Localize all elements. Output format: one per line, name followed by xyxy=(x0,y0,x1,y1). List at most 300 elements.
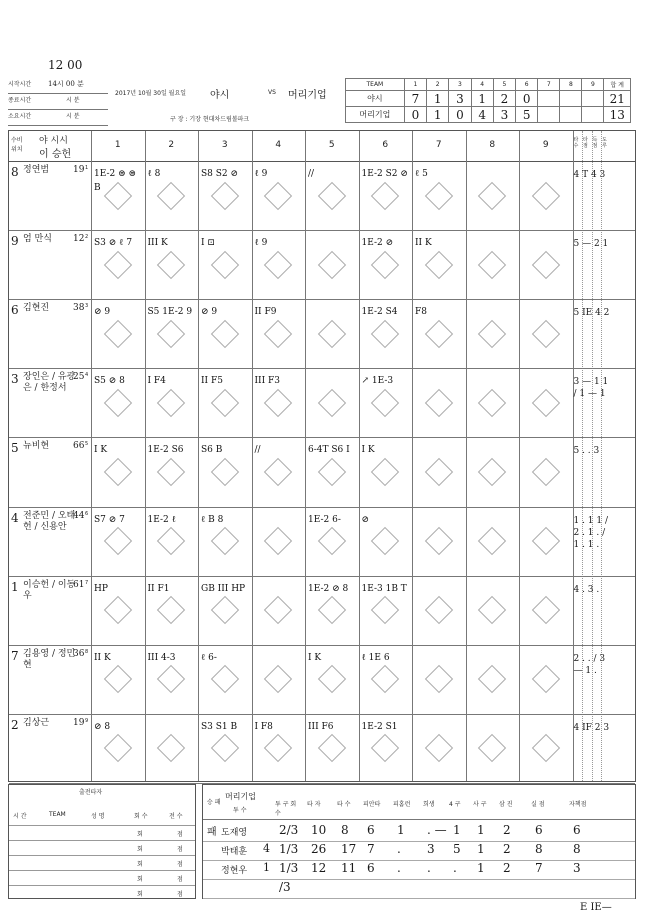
base-diamond xyxy=(371,250,399,278)
score-team: 야시 xyxy=(346,91,405,107)
base-diamond xyxy=(478,389,506,417)
base-diamond xyxy=(425,250,453,278)
at-bat-notation: I ⊡ xyxy=(201,238,215,249)
score-cell xyxy=(538,91,560,107)
base-diamond xyxy=(104,665,132,693)
stat-column-header: 타수 xyxy=(573,137,579,149)
base-diamond xyxy=(318,596,346,624)
pitch-stat: 2 xyxy=(503,823,511,837)
pitch-stat: . xyxy=(397,842,401,856)
player-row xyxy=(9,507,635,576)
at-bat-notation: 1E-2 ⊘ 8 xyxy=(308,583,349,594)
inning-column-header: 5 xyxy=(328,140,335,150)
at-bat-notation: ↗ 1E-3 xyxy=(361,376,394,387)
base-diamond xyxy=(264,596,292,624)
at-bat-notation: // xyxy=(308,169,315,179)
player-stats: 5 — 2 1 xyxy=(573,239,609,250)
inning-column-header: 6 xyxy=(382,140,389,150)
player-name: 장인은 / 유광은 / 한정서 xyxy=(23,372,76,394)
base-diamond xyxy=(532,527,560,555)
pitch-stat: 10 xyxy=(311,823,327,837)
base-diamond xyxy=(157,250,185,278)
team-name: 야 시시 xyxy=(39,136,68,146)
batting-order: 8 xyxy=(85,648,89,655)
score-cell: 0 xyxy=(516,91,538,107)
at-bat-notation: 1E-2 S6 xyxy=(147,445,184,456)
time-value-end: 시 분 xyxy=(66,97,80,104)
pitch-header: 실 점 xyxy=(531,801,545,808)
score-cell: 0 xyxy=(404,107,426,123)
stat-column-header: 도루 xyxy=(602,137,607,149)
base-diamond xyxy=(264,389,292,417)
base-diamond xyxy=(318,527,346,555)
time-block xyxy=(8,76,108,124)
player-position: 7 xyxy=(11,648,19,663)
scoring-sheet xyxy=(8,130,636,782)
sub-header: 회 수 xyxy=(134,813,148,820)
sub-inning: 회 xyxy=(137,891,143,898)
base-diamond xyxy=(264,181,292,209)
player-position: 2 xyxy=(11,717,19,732)
pitcher-number: 4 xyxy=(263,842,270,855)
at-bat-notation: ⊘ 8 xyxy=(94,721,111,732)
base-diamond xyxy=(425,458,453,486)
at-bat-notation: 1E-2 6- xyxy=(308,514,341,525)
pitch-stat: 6 xyxy=(367,823,375,837)
pitch-stat: 26 xyxy=(311,842,327,856)
score-total: 13 xyxy=(604,107,631,123)
at-bat-notation: S3 S1 B xyxy=(201,721,238,732)
base-diamond xyxy=(425,596,453,624)
score-cell xyxy=(582,91,604,107)
batting-order: 5 xyxy=(85,441,89,448)
pitch-stat: 2 xyxy=(503,861,511,875)
player-row xyxy=(9,161,635,230)
at-bat-notation: S3 ⊘ ℓ 7 xyxy=(94,238,133,249)
venue: 구 장 : 기장 현대차드림볼파크 xyxy=(170,116,250,123)
base-diamond xyxy=(425,734,453,762)
base-diamond xyxy=(425,181,453,209)
score-cell xyxy=(582,107,604,123)
pitch-stat: 11 xyxy=(341,861,357,875)
base-diamond xyxy=(157,527,185,555)
substitutes-title: 출전타자 xyxy=(79,789,103,796)
inning-header: 7 xyxy=(538,79,560,91)
base-diamond xyxy=(264,458,292,486)
pitch-header: 투 구 회 수 xyxy=(275,801,297,817)
inning-header: 1 xyxy=(404,79,426,91)
batting-order: 9 xyxy=(85,717,89,724)
at-bat-notation: ℓ 9 xyxy=(254,238,268,249)
base-diamond xyxy=(532,596,560,624)
score-cell: 3 xyxy=(493,107,515,123)
base-diamond xyxy=(157,596,185,624)
at-bat-notation: II K xyxy=(94,652,111,663)
at-bat-notation: 1E-2 ⊘ xyxy=(361,238,394,249)
pitch-stat: 8 xyxy=(573,842,581,856)
sub-score: 점 xyxy=(177,846,183,853)
base-diamond xyxy=(425,320,453,348)
base-diamond xyxy=(478,527,506,555)
score-cell: 5 xyxy=(516,107,538,123)
inning-header: 5 xyxy=(493,79,515,91)
at-bat-notation: II K xyxy=(415,238,432,249)
base-diamond xyxy=(371,734,399,762)
player-row xyxy=(9,576,635,645)
at-bat-notation: ℓ B 8 xyxy=(201,514,224,525)
player-number: 19 xyxy=(73,717,85,728)
batting-order: 2 xyxy=(85,234,89,241)
base-diamond xyxy=(211,389,239,417)
pitch-stat: 7 xyxy=(535,861,543,875)
pitch-decision: 패 xyxy=(207,827,217,838)
stat-column-header: 타점 xyxy=(583,137,588,149)
score-cell xyxy=(560,91,582,107)
player-stats: 3 — 1 1 / 1 — 1 xyxy=(573,377,609,400)
base-diamond xyxy=(532,458,560,486)
at-bat-notation: 1E-2 ⊜ ⊜ B xyxy=(94,169,137,193)
pitch-header: 희생 xyxy=(423,801,435,808)
at-bat-notation: III K xyxy=(147,238,168,249)
player-name: 김용영 / 정민현 xyxy=(23,648,76,670)
pitch-stat: 1 xyxy=(477,842,485,856)
player-stats: 2 . . / 3 — 1 . xyxy=(573,653,606,676)
score-cell: 1 xyxy=(427,107,449,123)
player-stats: 1 . 1 1 / 2 . 1 . / 1 . 1 . xyxy=(573,515,609,550)
sub-score: 점 xyxy=(177,876,183,883)
player-name: 엄 만식 xyxy=(23,234,52,245)
sub-header: 전 수 xyxy=(169,813,183,820)
score-cell: 1 xyxy=(471,91,493,107)
player-row xyxy=(9,368,635,437)
inning-header: 2 xyxy=(427,79,449,91)
base-diamond xyxy=(157,734,185,762)
at-bat-notation: ℓ 6- xyxy=(201,652,217,663)
base-diamond xyxy=(318,181,346,209)
base-diamond xyxy=(478,596,506,624)
score-cell: 0 xyxy=(449,107,471,123)
at-bat-notation: F8 xyxy=(415,307,427,318)
at-bat-notation: 1E-2 ℓ xyxy=(147,514,176,525)
score-cell: 2 xyxy=(493,91,515,107)
pitch-header: 피홈런 xyxy=(393,801,411,808)
player-number: 19 xyxy=(73,165,85,175)
base-diamond xyxy=(425,389,453,417)
pitch-header: 피안타 xyxy=(363,801,381,808)
at-bat-notation: 1E-2 S2 ⊘ xyxy=(361,169,408,179)
player-row xyxy=(9,437,635,506)
base-diamond xyxy=(104,458,132,486)
player-stats: 4 IF 2 3 xyxy=(573,722,610,733)
score-cell: 1 xyxy=(427,91,449,107)
player-number: 61 xyxy=(73,579,85,590)
pitch-sub-label: 투 수 xyxy=(233,807,247,814)
pitcher-name: 도재영 xyxy=(221,828,248,838)
at-bat-notation: ℓ 5 xyxy=(415,169,428,179)
player-number: 12 xyxy=(73,234,85,245)
player-stats: 5 IE 4 2 xyxy=(573,308,610,319)
at-bat-notation: S5 ⊘ 8 xyxy=(94,376,125,387)
base-diamond xyxy=(478,734,506,762)
base-diamond xyxy=(425,665,453,693)
pitch-stat: . xyxy=(427,861,431,875)
at-bat-notation: I K xyxy=(308,652,322,663)
away-team: 야시 xyxy=(210,90,230,101)
score-cell: 7 xyxy=(404,91,426,107)
base-diamond xyxy=(157,181,185,209)
pitcher-name: 정현우 xyxy=(221,866,248,876)
base-diamond xyxy=(318,389,346,417)
base-diamond xyxy=(157,665,185,693)
at-bat-notation: II F9 xyxy=(254,307,277,318)
base-diamond xyxy=(478,458,506,486)
player-number: 25 xyxy=(73,372,85,383)
position-header-top: 수비 xyxy=(11,137,23,144)
player-name: 정연범 xyxy=(23,165,50,175)
time-label-duration: 소요시간 xyxy=(8,113,32,120)
player-name: 뉴비현 xyxy=(23,441,50,452)
pitch-stat: 3 xyxy=(573,861,581,875)
base-diamond xyxy=(264,250,292,278)
at-bat-notation: III F6 xyxy=(308,721,334,732)
pitch-stat: 1/3 xyxy=(279,861,299,875)
player-row xyxy=(9,230,635,299)
base-diamond xyxy=(211,596,239,624)
time-label-start: 시작시간 xyxy=(8,81,32,88)
sub-header: TEAM xyxy=(49,811,66,818)
at-bat-notation: II F1 xyxy=(147,583,170,594)
base-diamond xyxy=(478,665,506,693)
at-bat-notation: ⊘ 9 xyxy=(201,307,218,318)
at-bat-notation: ℓ 9 xyxy=(254,169,268,179)
scoreboard xyxy=(345,78,631,123)
sub-header: 성 명 xyxy=(91,813,105,820)
pitch-stat: 1/3 xyxy=(279,842,299,856)
inning-column-header: 7 xyxy=(435,140,442,150)
pitch-header: 4 구 xyxy=(449,801,461,808)
base-diamond xyxy=(318,320,346,348)
pitch-header: 사 구 xyxy=(473,801,487,808)
player-position: 5 xyxy=(11,441,19,456)
player-row xyxy=(9,299,635,368)
pitch-header: 삼 진 xyxy=(499,801,513,808)
pitch-stat: 3 xyxy=(427,842,435,856)
home-team: 머리기업 xyxy=(288,90,327,101)
pitch-stat: 8 xyxy=(535,842,543,856)
player-position: 8 xyxy=(11,165,19,179)
base-diamond xyxy=(264,527,292,555)
base-diamond xyxy=(211,250,239,278)
at-bat-notation: S6 B xyxy=(201,445,223,456)
game-date: 2017년 10월 30일 월요일 xyxy=(115,90,187,97)
base-diamond xyxy=(371,320,399,348)
player-number: 36 xyxy=(73,648,85,659)
base-diamond xyxy=(532,389,560,417)
inning-column-header: 4 xyxy=(275,140,282,150)
base-diamond xyxy=(264,320,292,348)
at-bat-notation: GB III HP xyxy=(201,583,246,594)
base-diamond xyxy=(371,389,399,417)
at-bat-notation: II F5 xyxy=(201,376,223,387)
pitch-stat: 1 xyxy=(477,861,485,875)
pitch-stat: . — xyxy=(427,823,447,837)
pitch-stat: 7 xyxy=(367,842,375,856)
score-cell: 3 xyxy=(449,91,471,107)
coach-name: 이 승헌 xyxy=(39,149,72,160)
batting-order: 1 xyxy=(85,165,89,171)
inning-column-header: 1 xyxy=(114,140,121,150)
pitch-stat: /3 xyxy=(279,880,291,894)
inning-header: 4 xyxy=(471,79,493,91)
player-position: 1 xyxy=(11,579,19,594)
at-bat-notation: I K xyxy=(361,445,375,456)
player-stats: 4 T 4 3 xyxy=(573,170,606,180)
scorer-signature: E IE— xyxy=(580,902,612,913)
base-diamond xyxy=(104,250,132,278)
time-value-duration: 시 분 xyxy=(66,113,80,120)
inning-header: 9 xyxy=(582,79,604,91)
player-row xyxy=(9,714,635,783)
inning-header: 3 xyxy=(449,79,471,91)
player-name: 김현진 xyxy=(23,303,50,314)
pitch-stat: 1 xyxy=(453,823,461,837)
sub-inning: 회 xyxy=(137,831,143,838)
base-diamond xyxy=(104,527,132,555)
batting-order: 7 xyxy=(85,579,89,586)
pitch-stat: 17 xyxy=(341,842,357,856)
pitch-stat: . xyxy=(397,861,401,875)
at-bat-notation: S5 1E-2 9 xyxy=(147,307,193,318)
base-diamond xyxy=(157,320,185,348)
base-diamond xyxy=(264,665,292,693)
player-position: 6 xyxy=(11,303,19,318)
base-diamond xyxy=(371,527,399,555)
base-diamond xyxy=(211,527,239,555)
base-diamond xyxy=(371,596,399,624)
inning-header: 6 xyxy=(516,79,538,91)
pitch-stat: 2 xyxy=(503,842,511,856)
player-number: 44 xyxy=(73,510,85,521)
base-diamond xyxy=(104,320,132,348)
score-cell xyxy=(538,107,560,123)
pitch-stat: 6 xyxy=(573,823,581,837)
scoreboard-team-header: TEAM xyxy=(346,79,405,91)
base-diamond xyxy=(478,181,506,209)
total-header: 합 계 xyxy=(604,79,631,91)
at-bat-notation: // xyxy=(254,445,261,456)
at-bat-notation: S7 ⊘ 7 xyxy=(94,514,125,525)
base-diamond xyxy=(425,527,453,555)
player-number: 38 xyxy=(73,303,85,314)
at-bat-notation: III F3 xyxy=(254,376,280,387)
base-diamond xyxy=(211,181,239,209)
base-diamond xyxy=(318,250,346,278)
at-bat-notation: ℓ 1E 6 xyxy=(361,652,390,663)
player-stats: 5 . . 3 xyxy=(573,446,600,457)
at-bat-notation: ⊘ 9 xyxy=(94,307,111,318)
inning-header: 8 xyxy=(560,79,582,91)
player-position: 3 xyxy=(11,372,19,387)
pitch-result-label: 승 패 xyxy=(207,799,221,806)
at-bat-notation: III 4-3 xyxy=(147,652,176,663)
base-diamond xyxy=(371,665,399,693)
base-diamond xyxy=(157,389,185,417)
base-diamond xyxy=(532,734,560,762)
base-diamond xyxy=(264,734,292,762)
sub-score: 점 xyxy=(177,831,183,838)
pitch-stat: 6 xyxy=(535,823,543,837)
base-diamond xyxy=(211,734,239,762)
player-name: 이승헌 / 이동우 xyxy=(23,579,76,601)
base-diamond xyxy=(532,181,560,209)
base-diamond xyxy=(478,320,506,348)
player-name: 김상근 xyxy=(23,717,50,728)
score-cell: 4 xyxy=(471,107,493,123)
pitch-stat: 6 xyxy=(367,861,375,875)
sub-header: 시 간 xyxy=(13,813,27,820)
top-note: 12 00 xyxy=(48,58,83,72)
at-bat-notation: HP xyxy=(94,583,108,594)
batting-order: 6 xyxy=(85,510,89,517)
position-header-bottom: 위치 xyxy=(11,146,23,153)
base-diamond xyxy=(532,320,560,348)
vs-label: VS xyxy=(268,89,276,96)
base-diamond xyxy=(371,458,399,486)
base-diamond xyxy=(157,458,185,486)
pitch-stat: 12 xyxy=(311,861,327,875)
sub-inning: 회 xyxy=(137,846,143,853)
pitch-stat: 1 xyxy=(397,823,405,837)
at-bat-notation: S8 S2 ⊘ xyxy=(201,169,239,179)
at-bat-notation: ℓ 8 xyxy=(147,169,161,179)
at-bat-notation: ⊘ xyxy=(361,514,370,525)
at-bat-notation: 6-4T S6 I xyxy=(308,445,350,456)
stat-column-header: 득점 xyxy=(592,137,598,149)
sub-score: 점 xyxy=(177,891,183,898)
time-value-start: 14시 00 분 xyxy=(48,80,84,88)
pitch-header: 타 수 xyxy=(337,801,351,808)
pitch-stat: 2/3 xyxy=(279,823,299,837)
score-total: 21 xyxy=(604,91,631,107)
time-label-end: 종료시간 xyxy=(8,97,32,104)
pitch-stat: 8 xyxy=(341,823,349,837)
pitch-header: 자책점 xyxy=(569,801,587,808)
player-number: 66 xyxy=(73,441,85,452)
pitch-header: 타 자 xyxy=(307,801,321,808)
score-team: 머리기업 xyxy=(346,107,405,123)
pitch-team: 머리기업 xyxy=(225,792,256,801)
inning-column-header: 8 xyxy=(489,140,496,150)
sub-inning: 회 xyxy=(137,861,143,868)
player-name: 전준민 / 오태헌 / 신용안 xyxy=(23,510,76,532)
base-diamond xyxy=(211,458,239,486)
bottom-section xyxy=(8,784,636,899)
base-diamond xyxy=(371,181,399,209)
base-diamond xyxy=(478,250,506,278)
player-position: 9 xyxy=(11,234,19,249)
base-diamond xyxy=(318,734,346,762)
inning-column-header: 9 xyxy=(542,140,549,150)
batting-order: 3 xyxy=(85,303,89,310)
player-row xyxy=(9,645,635,714)
pitch-stat: . xyxy=(453,861,457,875)
base-diamond xyxy=(532,665,560,693)
at-bat-notation: 1E-2 S1 xyxy=(361,721,398,732)
player-position: 4 xyxy=(11,510,19,525)
substitutes-table xyxy=(8,784,196,899)
base-diamond xyxy=(104,734,132,762)
at-bat-notation: I F8 xyxy=(254,721,273,732)
